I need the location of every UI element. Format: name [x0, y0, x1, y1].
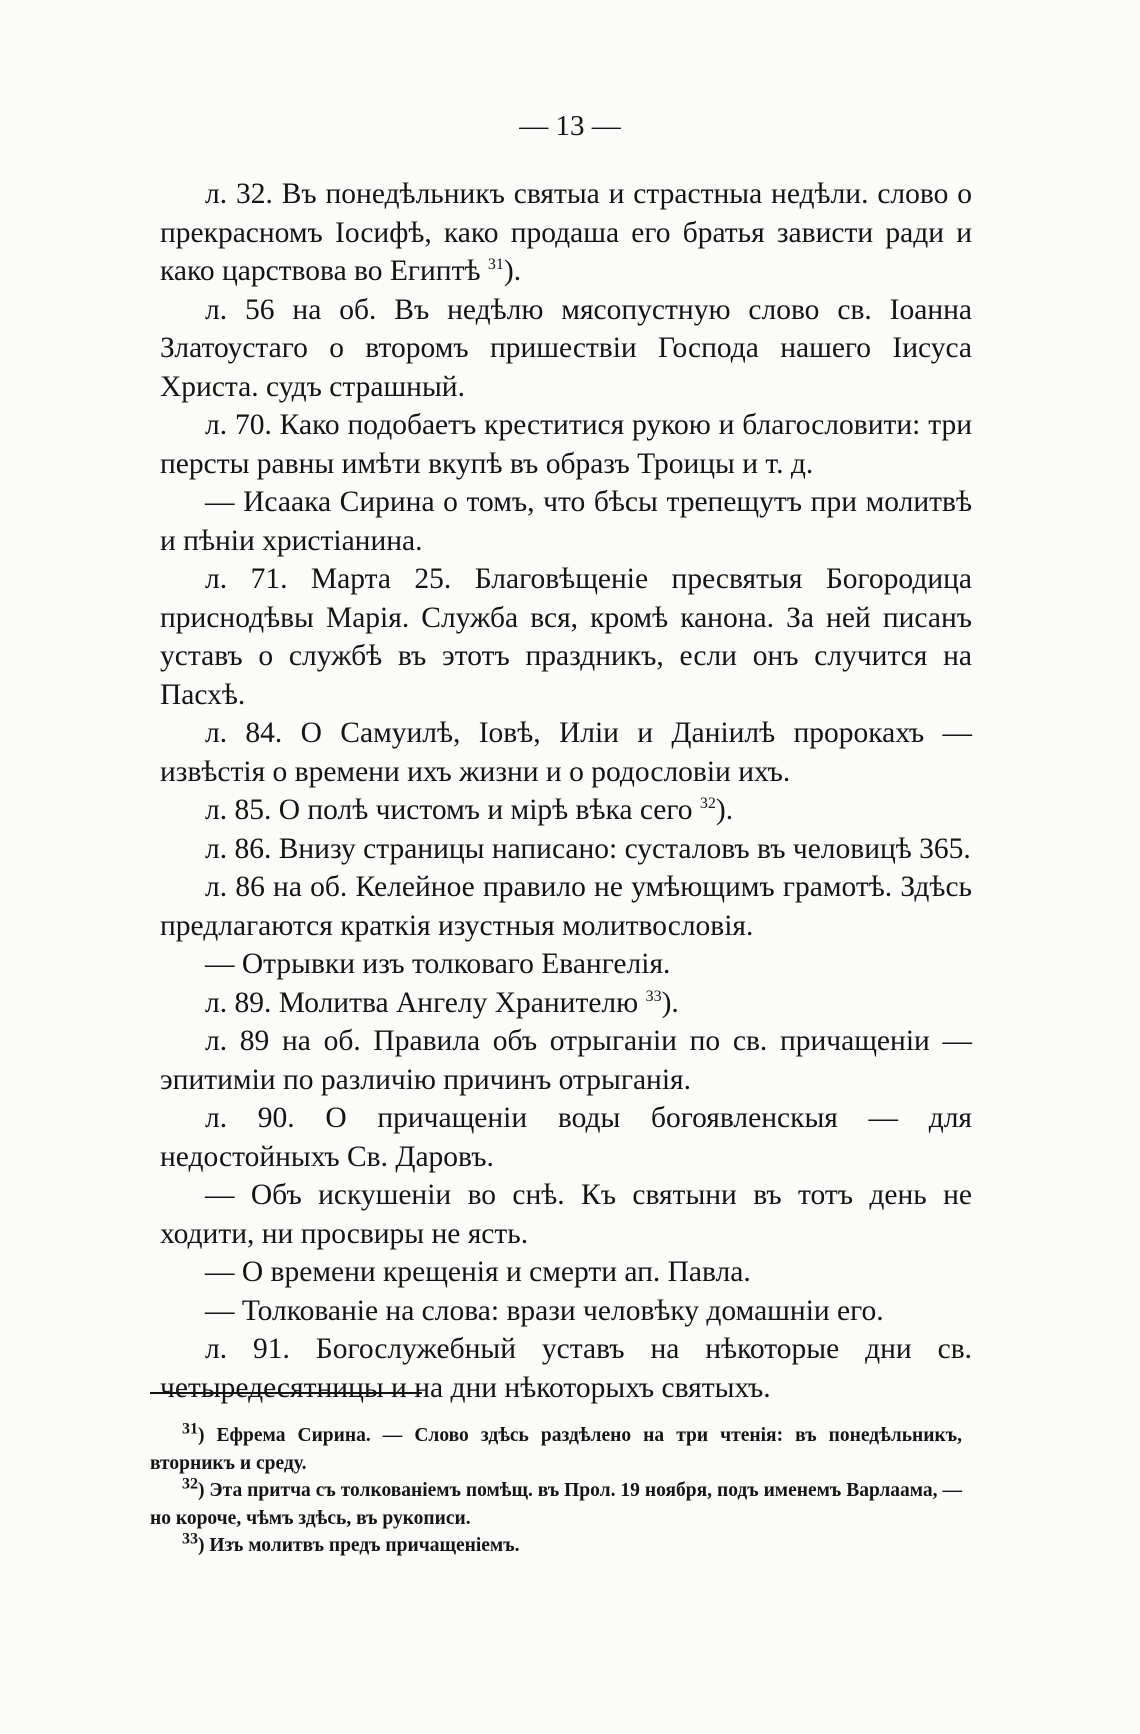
paragraph: л. 89. Молитва Ангелу Хранителю $^{33}$). [205, 986, 679, 1019]
footnote: $^{32}$) Эта притча съ толкованіемъ помѣщ. въ Прол. 19 ноября, подъ именемъ Варлаама, — но короче, чѣмъ здѣсь, въ рукописи. [150, 1475, 962, 1529]
paragraph: — Толкованіе на слова: врази человѣку домашніи его. [205, 1294, 884, 1327]
main-text [160, 175, 972, 1407]
paragraph: л. 86. Внизу страницы написано: сусталовъ въ человицѣ 365. [205, 832, 971, 865]
paragraph: л. 89 на об. Правила объ отрыганіи по св. причащеніи — эпитиміи по различію причинъ отрыганія. [160, 1025, 972, 1096]
footnote-number: 31 [182, 1420, 198, 1438]
footnote: $^{31}$) Ефрема Сирина. — Слово здѣсь раздѣлено на три чтенія: въ понедѣльникъ, вторникъ и среду. [150, 1420, 962, 1474]
paragraph: л. 86 на об. Келейное правило не умѣющимъ грамотѣ. Здѣсь предлагаются краткія изустныя молитвословія. [160, 871, 972, 942]
footnotes [150, 1422, 962, 1560]
page-number: — 13 — [519, 110, 621, 142]
paragraph: — Исаака Сирина о томъ, что бѣсы трепещутъ при молитвѣ и пѣніи христіанина. [160, 486, 972, 557]
footnote: $^{33}$) Изъ молитвъ предъ причащеніемъ. [182, 1530, 520, 1556]
paragraph: — О времени крещенія и смерти ап. Павла. [205, 1256, 751, 1288]
paragraph: л. 56 на об. Въ недѣлю мясопустную слово св. Іоанна Златоустаго о второмъ пришествіи Господа нашего Іисуса Христа. судъ страшный. [160, 293, 972, 403]
footnote-separator [150, 1392, 422, 1394]
paragraph: — Объ искушеніи во снѣ. Къ святыни въ тотъ день не ходити, ни просвиры не ясть. [160, 1179, 972, 1250]
paragraph: л. 84. О Самуилѣ, Іовѣ, Иліи и Даніилѣ пророкахъ — извѣстія о времени ихъ жизни и о родословіи ихъ. [160, 717, 972, 788]
footnote-number: 33 [182, 1530, 198, 1548]
paragraph: — Отрывки изъ толковаго Евангелія. [205, 948, 671, 980]
paragraph: л. 90. О причащеніи воды богоявленскыя — для недостойныхъ Св. Даровъ. [160, 1102, 972, 1173]
paragraph: л. 85. О полѣ чистомъ и мірѣ вѣка сего $^{32}$). [205, 794, 734, 826]
footnote-ref[interactable]: 32 [699, 795, 716, 813]
paragraph: л. 91. Богослужебный уставъ на нѣкоторые дни св. четыредесятницы и на дни нѣкоторыхъ святыхъ. [160, 1333, 972, 1404]
footnote-ref[interactable]: 31 [487, 256, 504, 274]
paragraph: л. 70. Како подобаетъ креститися рукою и благословити: три персты равны имѣти вкупѣ въ образъ Троицы и т. д. [160, 409, 972, 480]
paragraph: л. 71. Марта 25. Благовѣщеніе пресвятыя Богородица приснодѣвы Марія. Служба вся, кромѣ канона. За ней писанъ уставъ о службѣ въ этотъ праздникъ, если онъ случится на Пасхѣ. [160, 563, 972, 711]
paragraph: л. 32. Въ понедѣльникъ святыа и страстныа недѣли. слово о прекрасномъ Іосифѣ, како продаша его братья зависти ради и како царствова во Египтѣ $^{31}$). [160, 178, 972, 287]
footnote-number: 32 [182, 1475, 198, 1493]
footnote-ref[interactable]: 33 [645, 987, 662, 1005]
